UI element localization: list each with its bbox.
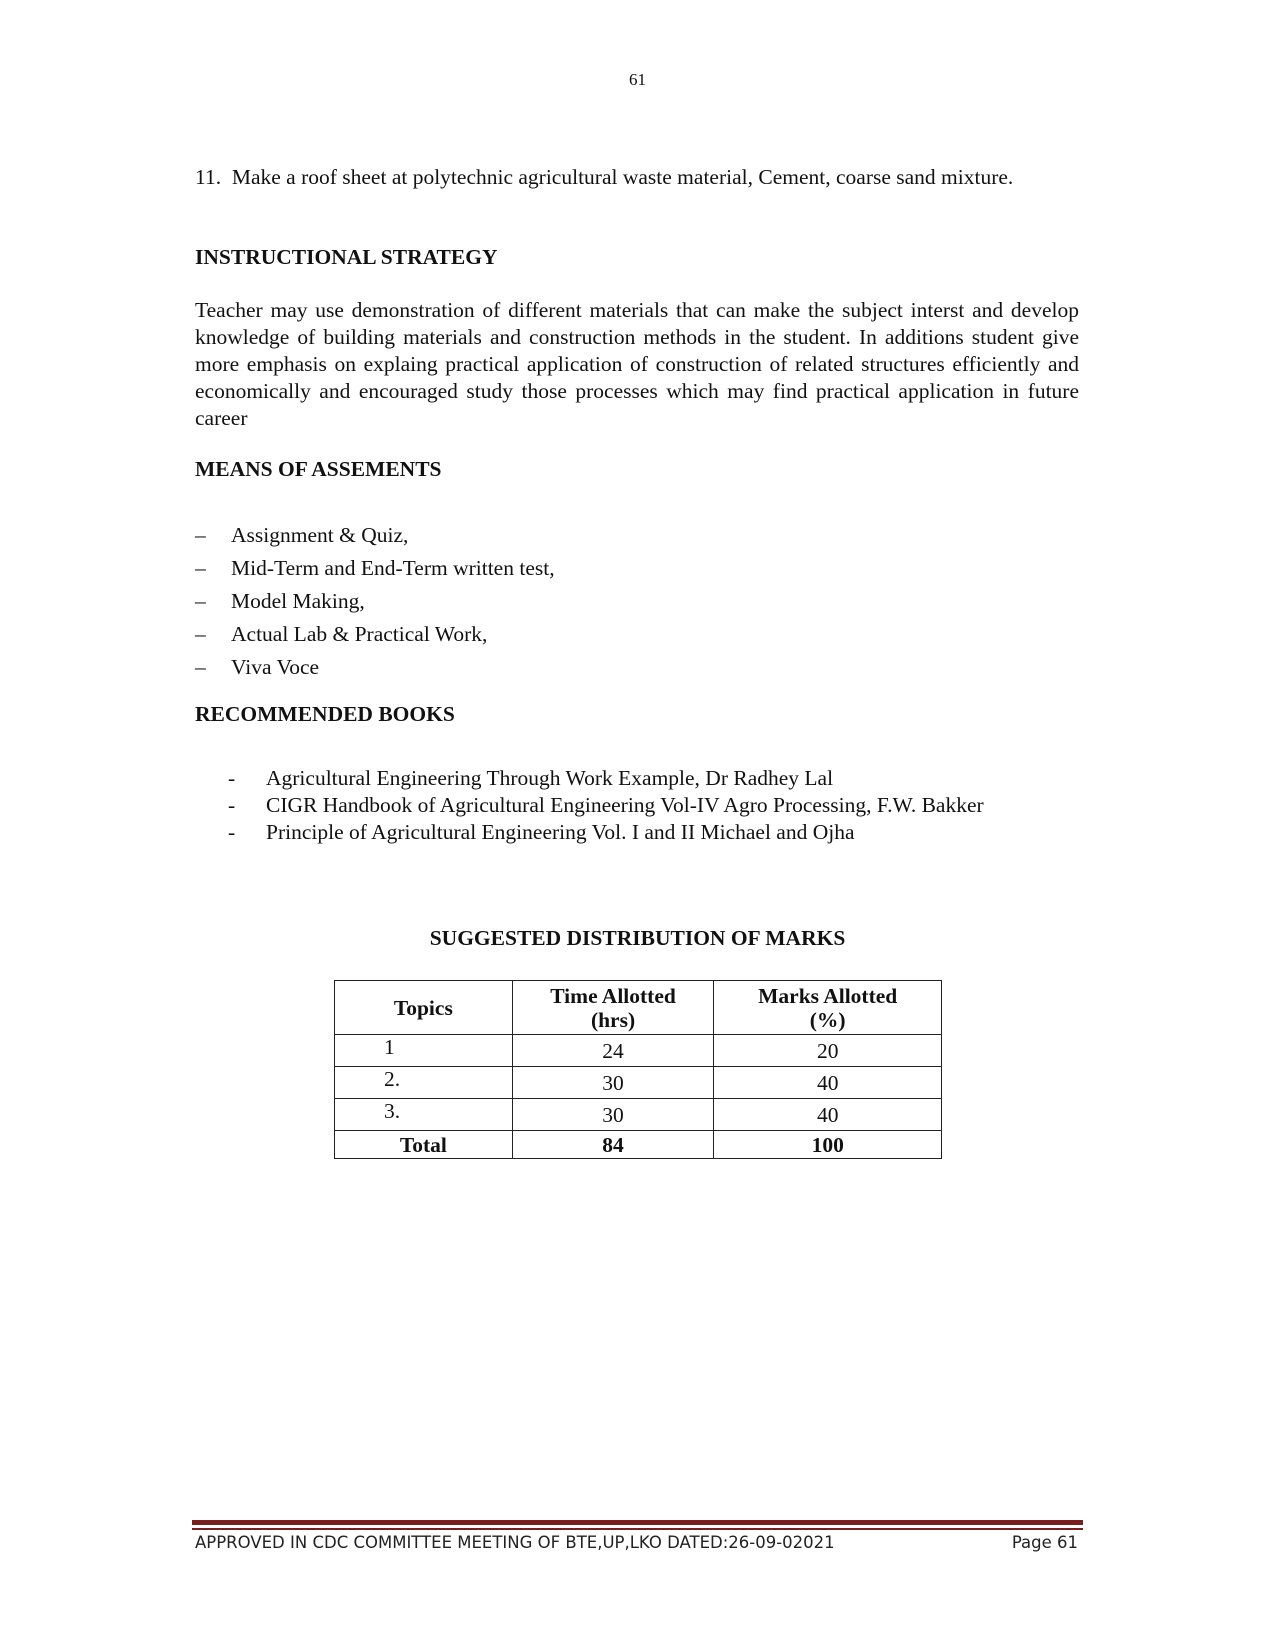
list-item — [195, 519, 555, 552]
topic-cell: 1 — [335, 1035, 513, 1067]
list-item-text: Actual Lab & Practical Work, — [231, 622, 488, 646]
footer-divider-thin — [192, 1528, 1083, 1530]
time-cell: 30 — [512, 1067, 714, 1099]
time-cell: 30 — [512, 1099, 714, 1131]
instructional-strategy-heading: INSTRUCTIONAL STRATEGY — [195, 245, 498, 269]
list-item — [195, 552, 555, 585]
marks-cell: 20 — [714, 1035, 942, 1067]
topics-header: Topics — [335, 981, 513, 1035]
means-of-assessment-heading: MEANS OF ASSEMENTS — [195, 457, 442, 481]
book-title: Principle of Agricultural Engineering Vol. I and II Michael and Ojha — [266, 820, 855, 844]
topic-cell: 3. — [335, 1099, 513, 1131]
book-title: Agricultural Engineering Through Work Example, Dr Radhey Lal — [266, 766, 834, 790]
list-item — [228, 819, 984, 846]
table-row — [335, 1099, 942, 1131]
item-11-text: 11. Make a roof sheet at polytechnic agricultural waste material, Cement, coarse sand mixture. — [195, 165, 1014, 189]
list-item — [195, 618, 555, 651]
dash-bullet: – — [195, 523, 206, 547]
total-label: Total — [335, 1131, 513, 1159]
dash-bullet: – — [195, 589, 206, 613]
topic-cell: 2. — [335, 1067, 513, 1099]
instructional-strategy-body: Teacher may use demonstration of different materials that can make the subject interst and develop knowledge of building materials and construction methods in the student. In additions student give more emphasis on explaing practical application of construction of related structures efficiently and economically and encouraged study those processes which may find practical application in future career — [195, 298, 1079, 430]
total-time: 84 — [512, 1131, 714, 1159]
footer-page-number: Page 61 — [1011, 1533, 1078, 1552]
marks-cell: 40 — [714, 1099, 942, 1131]
dash-bullet: – — [195, 655, 206, 679]
list-item — [195, 651, 555, 684]
dash-bullet: – — [195, 556, 206, 580]
list-item-text: Model Making, — [231, 589, 365, 613]
means-of-assessment-list — [195, 519, 555, 684]
hyphen-bullet: - — [228, 793, 236, 817]
marks-distribution-table — [334, 980, 942, 1159]
table-row — [335, 1067, 942, 1099]
list-item-text: Assignment & Quiz, — [231, 523, 409, 547]
marks-allotted-header: Marks Allotted (%) — [714, 981, 942, 1035]
total-row — [335, 1131, 942, 1159]
book-title: CIGR Handbook of Agricultural Engineering Vol-IV Agro Processing, F.W. Bakker — [266, 793, 984, 817]
time-cell: 24 — [512, 1035, 714, 1067]
list-item-text: Mid-Term and End-Term written test, — [231, 556, 555, 580]
recommended-books-list — [228, 765, 984, 846]
page-number: 61 — [629, 70, 646, 89]
time-allotted-header: Time Allotted (hrs) — [512, 981, 714, 1035]
hyphen-bullet: - — [228, 820, 236, 844]
list-item-text: Viva Voce — [231, 655, 320, 679]
hyphen-bullet: - — [228, 766, 236, 790]
table-row — [335, 1035, 942, 1067]
list-item — [228, 792, 984, 819]
marks-table-title: SUGGESTED DISTRIBUTION OF MARKS — [429, 926, 846, 950]
recommended-books-heading: RECOMMENDED BOOKS — [195, 702, 455, 726]
list-item — [195, 585, 555, 618]
total-marks: 100 — [714, 1131, 942, 1159]
marks-cell: 40 — [714, 1067, 942, 1099]
footer-divider — [192, 1520, 1083, 1525]
list-item — [228, 765, 984, 792]
footer-approval-text: APPROVED IN CDC COMMITTEE MEETING OF BTE,UP,LKO DATED:26-09-02021 — [195, 1533, 835, 1552]
table-header-row — [335, 981, 942, 1035]
dash-bullet: – — [195, 622, 206, 646]
